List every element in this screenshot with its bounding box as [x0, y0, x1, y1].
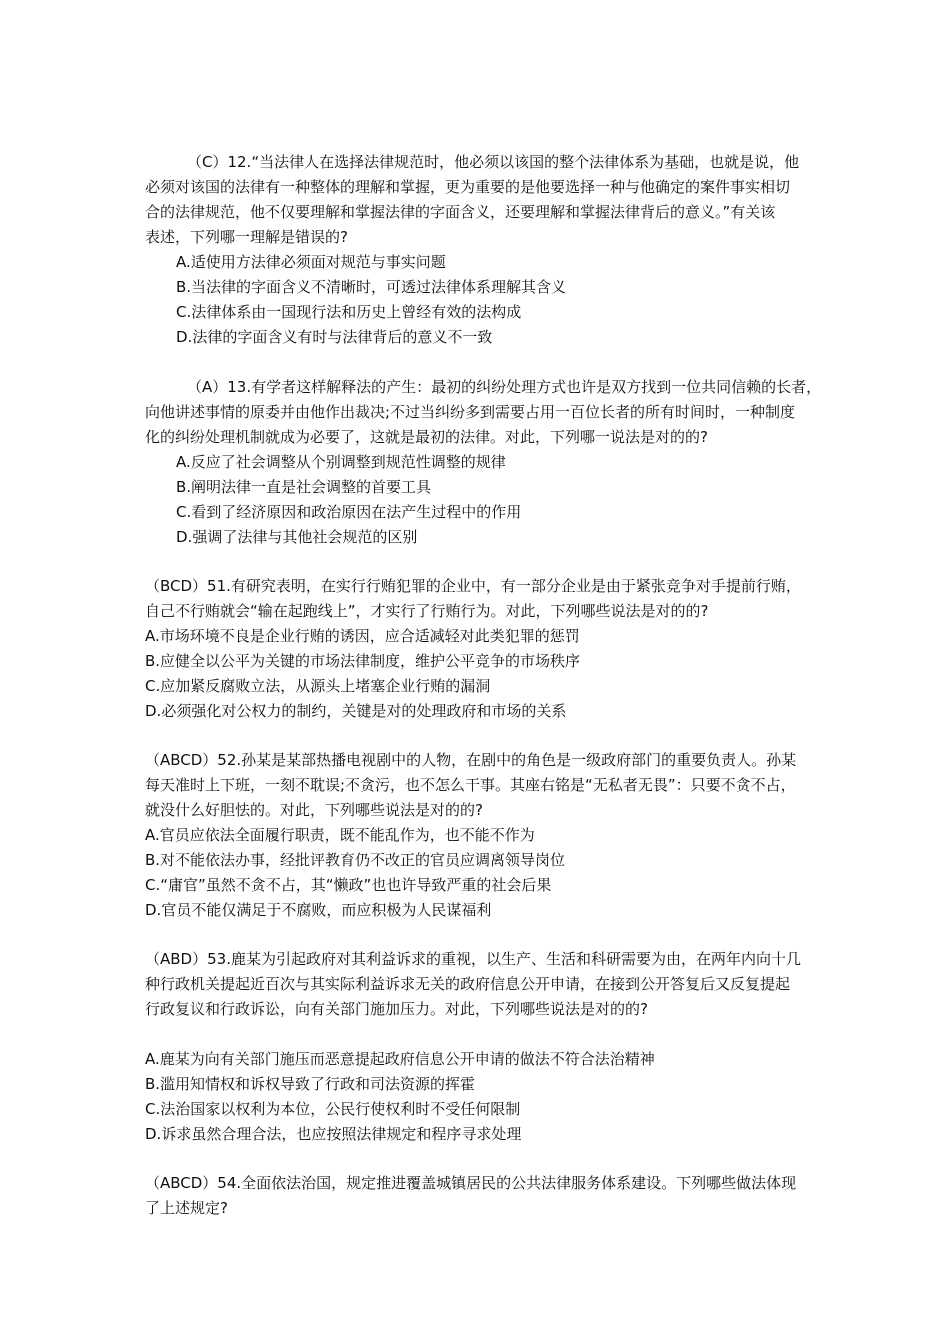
- question-stem-line: 种行政机关提起近百次与其实际利益诉求无关的政府信息公开申请，在接到公开答复后又反复提起: [145, 975, 791, 993]
- answer-option: A.官员应依法全面履行职责，既不能乱作为，也不能不作为: [145, 826, 535, 844]
- question-stem-line: 自己不行贿就会“输在起跑线上”，才实行了行贿行为。对此，下列哪些说法是对的的?: [145, 602, 709, 620]
- question-stem-line: 就没什么好胆怯的。对此，下列哪些说法是对的的?: [145, 801, 483, 819]
- answer-option: D.强调了法律与其他社会规范的区别: [176, 528, 418, 546]
- question-stem-line: 表述，下列哪一理解是错误的?: [145, 228, 348, 246]
- question-51: [145, 574, 805, 724]
- question-52: [145, 748, 805, 923]
- question-stem-line: 合的法律规范，他不仅要理解和掌握法律的字面含义，还要理解和掌握法律背后的意义。”有关该: [145, 203, 776, 221]
- answer-option: D.法律的字面含义有时与法律背后的意义不一致: [176, 328, 493, 346]
- answer-option: A.市场环境不良是企业行贿的诱因，应合适减轻对此类犯罪的惩罚: [145, 627, 580, 645]
- answer-option: C.看到了经济原因和政治原因在法产生过程中的作用: [176, 503, 522, 521]
- answer-option: A.反应了社会调整从个别调整到规范性调整的规律: [176, 453, 506, 471]
- answer-option: C.“庸官”虽然不贪不占，其“懒政”也也许导致严重的社会后果: [145, 876, 552, 894]
- question-stem-line: （A）13.有学者这样解释法的产生：最初的纠纷处理方式也许是双方找到一位共同信赖的长者，: [187, 378, 822, 396]
- question-stem-line: 必须对该国的法律有一种整体的理解和掌握，更为重要的是他要选择一种与他确定的案件事实相切: [145, 178, 791, 196]
- answer-option: C.法治国家以权利为本位，公民行使权利时不受任何限制: [145, 1100, 521, 1118]
- question-stem-line: （C）12.“当法律人在选择法律规范时，他必须以该国的整个法律体系为基础，也就是说，他: [187, 153, 800, 171]
- question-13: [145, 375, 822, 550]
- question-stem-line: 行政复议和行政诉讼，向有关部门施加压力。对此，下列哪些说法是对的的?: [145, 1000, 648, 1018]
- question-stem-line: （ABCD）52.孙某是某部热播电视剧中的人物，在剧中的角色是一级政府部门的重要负责人。孙某: [145, 751, 797, 769]
- question-53: [145, 947, 805, 1147]
- answer-option: B.应健全以公平为关键的市场法律制度，维护公平竞争的市场秩序: [145, 652, 581, 670]
- answer-option: C.法律体系由一国现行法和历史上曾经有效的法构成: [176, 303, 522, 321]
- question-stem-line: （BCD）51.有研究表明，在实行行贿犯罪的企业中，有一部分企业是由于紧张竞争对手提前行贿，: [145, 577, 801, 595]
- answer-option: B.阐明法律一直是社会调整的首要工具: [176, 478, 432, 496]
- answer-option: C.应加紧反腐败立法，从源头上堵塞企业行贿的漏洞: [145, 677, 491, 695]
- answer-option: B.对不能依法办事，经批评教育仍不改正的官员应调离领导岗位: [145, 851, 566, 869]
- question-12: [145, 150, 805, 350]
- question-stem-line: 化的纠纷处理机制就成为必要了，这就是最初的法律。对此，下列哪一说法是对的的?: [145, 428, 708, 446]
- question-stem-line: 每天准时上下班，一刻不耽误;不贪污，也不怎么干事。其座右铭是“无私者无畏”：只要不贪不占，: [145, 776, 796, 794]
- answer-option: D.诉求虽然合理合法，也应按照法律规定和程序寻求处理: [145, 1125, 522, 1143]
- answer-option: A.鹿某为向有关部门施压而恶意提起政府信息公开申请的做法不符合法治精神: [145, 1050, 655, 1068]
- question-54: [145, 1171, 805, 1221]
- answer-option: B.当法律的字面含义不清晰时，可透过法律体系理解其含义: [176, 278, 567, 296]
- question-stem-line: （ABCD）54.全面依法治国，规定推进覆盖城镇居民的公共法律服务体系建设。下列哪些做法体现: [145, 1174, 797, 1192]
- answer-option: D.官员不能仅满足于不腐败，而应积极为人民谋福利: [145, 901, 492, 919]
- answer-option: B.滥用知情权和诉权导致了行政和司法资源的挥霍: [145, 1075, 476, 1093]
- answer-option: D.必须强化对公权力的制约，关键是对的处理政府和市场的关系: [145, 702, 567, 720]
- answer-option: A.适使用方法律必须面对规范与事实问题: [176, 253, 446, 271]
- question-stem-line: 向他讲述事情的原委并由他作出裁决;不过当纠纷多到需要占用一百位长者的所有时间时，一种制度: [145, 403, 796, 421]
- question-stem-line: 了上述规定?: [145, 1199, 228, 1217]
- question-stem-line: （ABD）53.鹿某为引起政府对其利益诉求的重视，以生产、生活和科研需要为由，在两年内向十几: [145, 950, 801, 968]
